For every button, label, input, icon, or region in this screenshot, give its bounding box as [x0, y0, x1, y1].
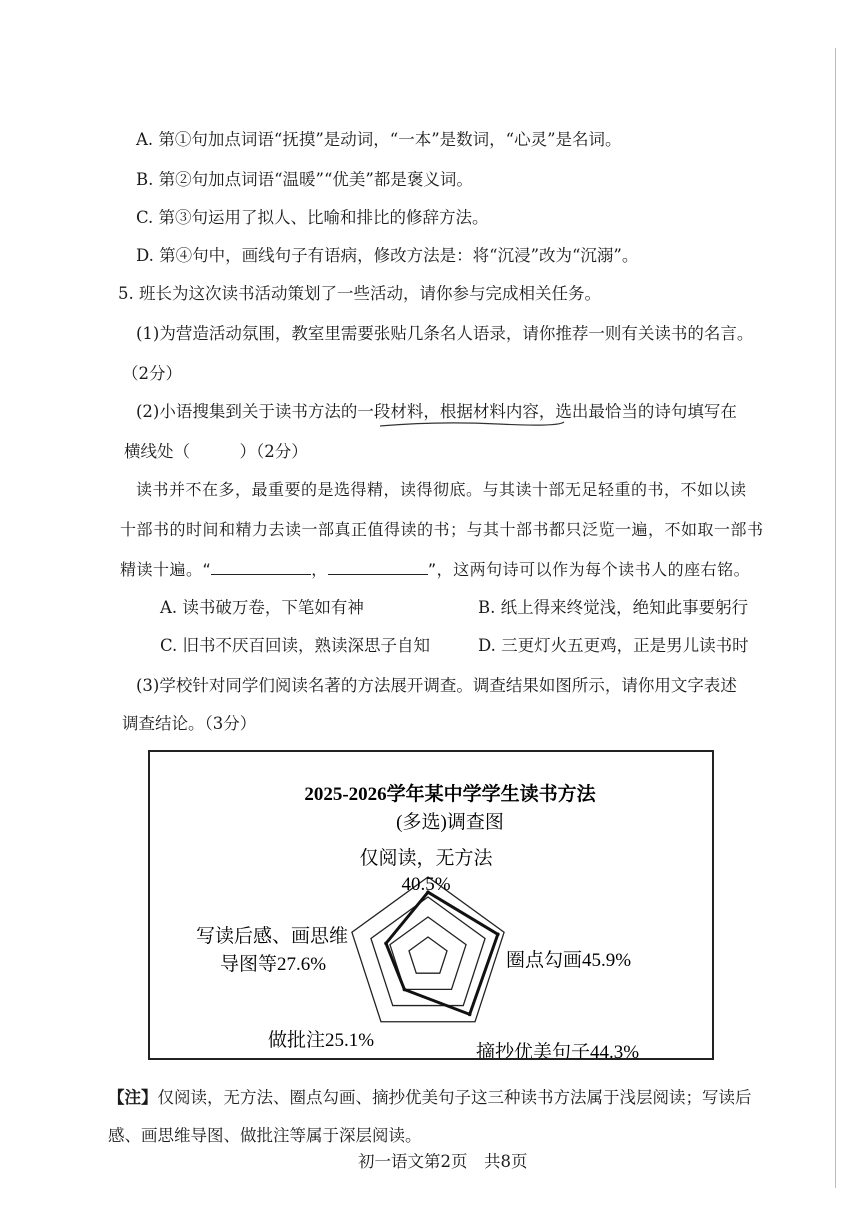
q5-sub3-score: 调查结论。（3分） [122, 714, 257, 733]
q4-option-c: C. 第③句运用了拟人、比喻和排比的修辞方法。 [136, 208, 489, 227]
radar-ring-1 [409, 937, 447, 973]
note-label: 【注】 [108, 1088, 158, 1107]
material-line-3-end: ”，这两句诗可以作为每个读书人的座右铭。 [427, 560, 751, 579]
choice-d[interactable]: D. 三更灯火五更鸡，正是男儿读书时 [478, 636, 749, 655]
answer-blank-1[interactable] [211, 556, 311, 575]
answer-blank-2[interactable] [328, 556, 428, 575]
radar-point-2 [468, 1013, 472, 1017]
material-line-3-start: 精读十遍。“ [120, 560, 212, 579]
page-footer: 初一语文第2页 共8页 [358, 1152, 528, 1171]
radar-point-4 [384, 942, 388, 946]
chart-title: 2025-2026学年某中学学生读书方法 [304, 784, 596, 805]
material-line-3 [120, 556, 750, 582]
label-write-review-value: 导图等27.6% [220, 954, 327, 975]
label-only-reading: 仅阅读，无方法 [359, 848, 493, 869]
label-circle-underline: 圈点勾画45.9% [506, 950, 632, 971]
q4-option-b: B. 第②句加点词语“温暖”“优美”都是褒义词。 [136, 170, 473, 189]
material-line-2: 十部书的时间和精力去读一部真正值得读的书；与其十部书都只泛览一遍，不如取一部书 [120, 520, 764, 539]
label-only-reading-value: 40.5% [401, 874, 451, 895]
label-excerpt: 摘抄优美句子44.3% [476, 1042, 640, 1058]
note-line-1 [108, 1086, 752, 1110]
q5-sub2-blank: 横线处（ ）（2分） [124, 442, 308, 461]
radar-series-line [386, 892, 498, 1014]
choice-b[interactable]: B. 纸上得来终觉浅，绝知此事要躬行 [478, 598, 749, 617]
note-line-2: 感、画思维导图、做批注等属于深层阅读。 [108, 1126, 422, 1145]
survey-chart [148, 750, 714, 1060]
material-line-1: 读书并不在多，最重要的是选得精，读得彻底。与其读十部无足轻重的书，不如以读 [136, 480, 747, 499]
note-text-1: 仅阅读，无方法、圈点勾画、摘抄优美句子这三种读书方法属于浅层阅读；写读后 [157, 1088, 752, 1107]
handwritten-underline [378, 418, 568, 430]
q5-stem: 5. 班长为这次读书活动策划了一些活动，请你参与完成相关任务。 [118, 284, 601, 303]
q5-sub1-score: （2分） [122, 364, 182, 383]
q4-option-a: A. 第①句加点词语“抚摸”是动词，“一本”是数词，“心灵”是名词。 [136, 130, 622, 149]
q5-sub3: (3)学校针对同学们阅读名著的方法展开调查。调查结果如图所示，请你用文字表述 [136, 676, 737, 695]
page-edge-line [835, 48, 836, 1188]
choice-c[interactable]: C. 旧书不厌百回读，熟读深思子自知 [160, 636, 431, 655]
material-line-3-comma: ， [311, 560, 328, 579]
chart-subtitle: (多选)调查图 [396, 812, 504, 833]
radar-point-1 [496, 933, 500, 937]
radar-point-3 [403, 988, 407, 992]
q4-option-d: D. 第④句中，画线句子有语病，修改方法是：将“沉浸”改为“沉溺”。 [136, 246, 639, 265]
label-annotate: 做批注25.1% [268, 1030, 375, 1051]
choice-a[interactable]: A. 读书破万卷，下笔如有神 [160, 598, 364, 617]
radar-chart-svg [150, 752, 712, 1058]
q5-sub1: (1)为营造活动氛围，教室里需要张贴几条名人语录，请你推荐一则有关读书的名言。 [136, 324, 754, 343]
label-write-review: 写读后感、画思维 [196, 926, 349, 947]
q5-sub2: (2)小语搜集到关于读书方法的一段材料，根据材料内容，选出最恰当的诗句填写在 [136, 402, 737, 421]
